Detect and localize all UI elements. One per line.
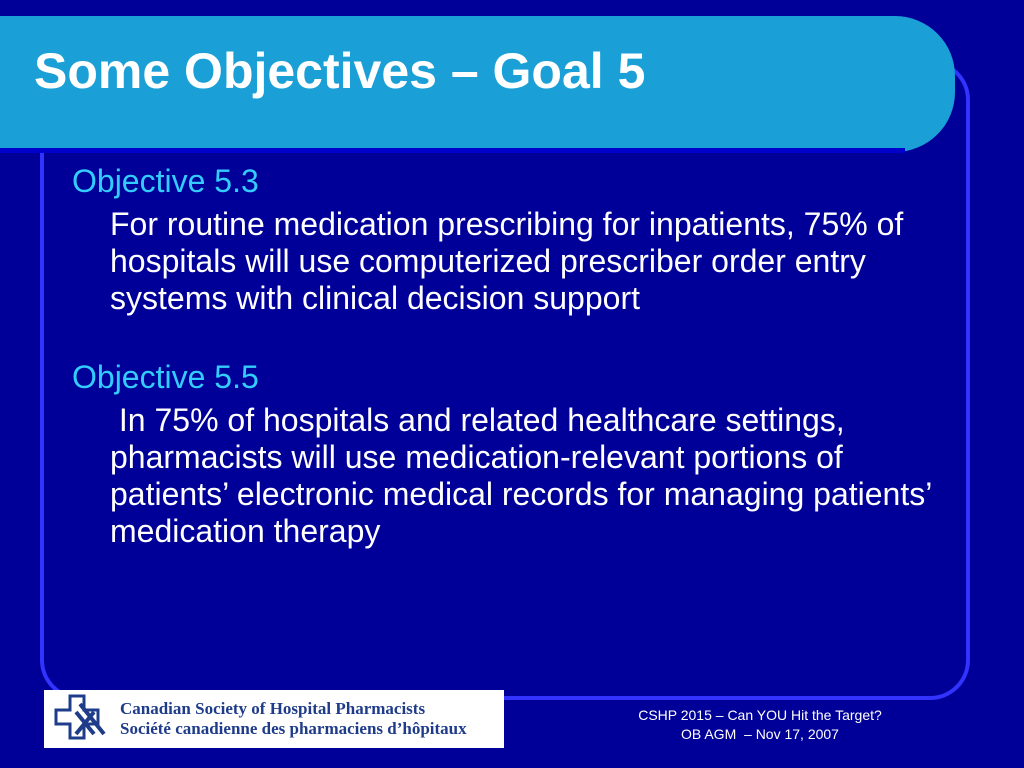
footer-line-1: CSHP 2015 – Can YOU Hit the Target? [638, 707, 882, 723]
objective-text: In 75% of hospitals and related healthcare settings, pharmacists will use medication-relevant portions of patients’ electronic medical records for managing patients’ medication therapy [110, 402, 941, 549]
objective-heading: Objective 5.3 [72, 163, 259, 199]
cshp-logo [44, 690, 504, 748]
logo-line-english: Canadian Society of Hospital Pharmacists [120, 699, 426, 718]
logo-text [120, 699, 467, 739]
cross-rx-logo-icon [50, 694, 112, 744]
objective-heading: Objective 5.5 [72, 359, 259, 395]
objective-item [72, 162, 952, 317]
objectives-content [72, 162, 952, 550]
objective-item [72, 358, 952, 550]
footer-line-2: OB AGM – Nov 17, 2007 [681, 726, 839, 742]
slide-footer [560, 706, 960, 744]
logo-line-french: Société canadienne des pharmaciens d’hôpitaux [120, 719, 467, 738]
objective-text: For routine medication prescribing for inpatients, 75% of hospitals will use computerized prescriber order entry systems with clinical decision support [110, 206, 904, 316]
title-underline [0, 148, 905, 153]
slide-title: Some Objectives – Goal 5 [34, 43, 646, 99]
